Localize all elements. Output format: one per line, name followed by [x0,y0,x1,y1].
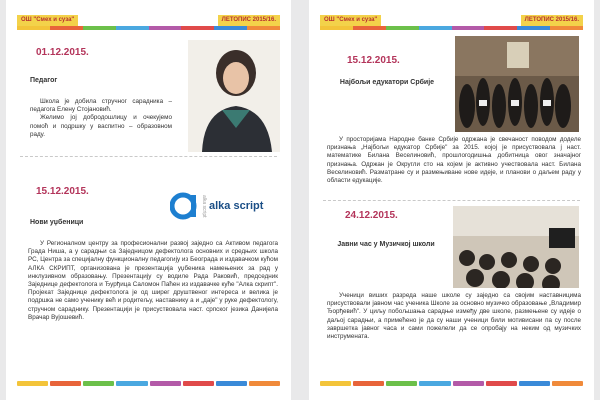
header-stripe [320,26,583,30]
stripe-segment [552,381,583,386]
article-heading: Нови уџбеници [30,219,84,226]
stripe-segment [484,26,517,30]
stripe-segment [419,26,452,30]
header-school-tab: ОШ "Смех и суза" [17,15,78,26]
article-heading: Педагог [30,77,58,84]
article-heading: Јавни час у Музичкој школи [337,241,435,248]
stripe-segment [83,381,114,386]
header-year-tab: ЛЕТОПИС 2015/16. [218,15,280,26]
stripe-segment [50,381,81,386]
article-date: 15.12.2015. [36,186,89,197]
page-header [17,15,280,31]
header-stripe [17,26,280,30]
stripe-segment [183,381,214,386]
concert-photo [453,206,579,288]
stripe-segment [517,26,550,30]
stripe-segment [216,381,247,386]
stripe-segment [181,26,214,30]
stripe-segment [320,26,353,30]
stripe-segment [486,381,517,386]
header-year-tab: ЛЕТОПИС 2015/16. [521,15,583,26]
stripe-segment [50,26,83,30]
stripe-segment [150,381,181,386]
stripe-segment [386,26,419,30]
stripe-segment [386,381,417,386]
stripe-segment [452,26,485,30]
stripe-segment [419,381,450,386]
stripe-segment [214,26,247,30]
stripe-segment [149,26,182,30]
stripe-segment [116,26,149,30]
stripe-segment [519,381,550,386]
stripe-segment [17,381,48,386]
stripe-segment [247,26,280,30]
article-date: 15.12.2015. [347,55,400,66]
article-heading: Најбољи едукатори Србије [339,79,435,86]
header-school-tab: ОШ "Смех и суза" [320,15,381,26]
article-text: У Регионалном центру за професионални развој заједно са Активом педагога Града Ниша, а у сарадњи са Заједницом дефектолога основних и средњих школа РС, Центра за специјалну функционалну педагогију из Београда и издавачком кућом АЛКА СКРИПТ, организована је презентација уџбеника намењених за рад у инклузивном образовању. Презентацију су водиле Рада Раковић, председник Заједнице дефектолога и Ђурђица Саломон Паћен из издавачке куће "Алка скрипт". Пројекат Заједнице дефектолога је од ширег друштвеног интереса и велика је подршка не само ученику већ и родитељу, наставнику а и „даје" у руке дефектологу, стручном сараднику. Презентацији је присуствовала наст. српског језика Данијела Врачар Вујошевић. [28,240,278,321]
page-footer-stripe [320,381,583,386]
stripe-segment [453,381,484,386]
left-page [6,0,291,400]
alka-script-logo [170,192,263,220]
stripe-segment [320,381,351,386]
stripe-segment [249,381,280,386]
stripe-segment [83,26,116,30]
stripe-segment [353,381,384,386]
article-text: У просторијама Народне банке Србије одржана је свечаност поводом доделе признања „Најбољи едукатор Србије" за 2015. којој је присуствовала ј наст. математике Билана Веселиновић, прошлогодишња добитница овог значајног признања. Одржан је Округли сто на којем је активно учествовала наст. Билана Веселиновић. Разматране су и размењиване нове идеје, и планови о даљем раду у области едукације. [327,136,581,185]
divider [20,156,277,157]
teacher-photo [188,40,280,152]
article-text: Ученици виших разреда наше школе су заједно са својим наставницима присуствовали јавном час ученика Школе за основно музичко образовање „Владимир Ђорђевић". У циљу побољшања сарадње између две школе, размењене су идеје о даљој сарадњи, а примећено је да су наши ученици били мотивисани па су после завршетка јавног часа и сами пожелели да се опробају на неким од музичких инструмената. [327,292,581,341]
page-footer-stripe [17,381,280,386]
alka-logo-text: alka script [209,200,264,212]
stripe-segment [17,26,50,30]
award-ceremony-photo [455,36,579,132]
right-page [309,0,594,400]
page-header [320,15,583,31]
article-date: 24.12.2015. [345,210,398,221]
article-text: Школа је добила стручног сарадника – педагога Елену Стојановић. Желимо јој добродошлицу и очекујемо помоћ и подршку у васпитно – образовном раду. [30,98,172,138]
divider [323,200,580,201]
alka-logo-icon [170,192,200,220]
stripe-segment [353,26,386,30]
stripe-segment [550,26,583,30]
alka-logo-subtext: alka script [201,194,207,218]
stripe-segment [116,381,147,386]
article-date: 01.12.2015. [36,47,89,58]
